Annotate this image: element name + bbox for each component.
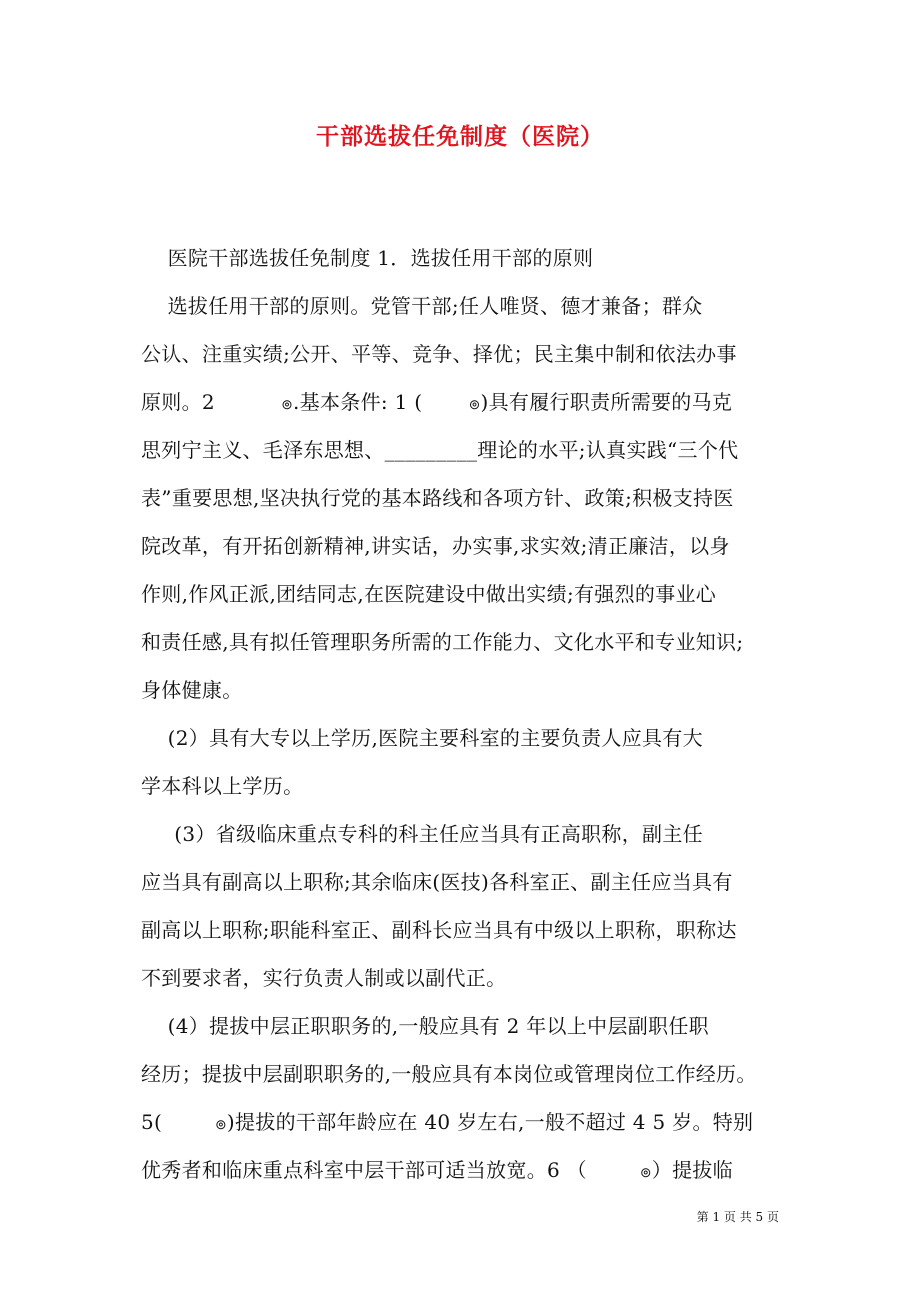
body-line: 原则。2 ၜ.基本条件: 1 ( ၜ)具有履行职责所需要的马克 bbox=[141, 390, 733, 414]
body-line: 5( ၜ)提拔的干部年龄应在 40 岁左右,一般不超过 4 5 岁。特别 bbox=[141, 1110, 754, 1134]
body-line: 医院干部选拔任免制度 1．选拔任用干部的原则 bbox=[141, 246, 594, 270]
body-line: 副高以上职称;职能科室正、副科长应当具有中级以上职称，职称达 bbox=[141, 918, 737, 942]
body-line: 不到要求者，实行负责人制或以副代正。 bbox=[141, 966, 507, 990]
body-line: 表”重要思想,坚决执行党的基本路线和各项方针、政策;积极支持医 bbox=[141, 486, 734, 510]
body-line: 公认、注重实绩;公开、平等、竞争、择优；民主集中制和依法办事 bbox=[141, 342, 737, 366]
body-line: 思列宁主义、毛泽东思想、_________理论的水平;认真实践“三个代 bbox=[141, 438, 739, 462]
body-line: 经历；提拔中层副职职务的,一般应具有本岗位或管理岗位工作经历。 bbox=[141, 1062, 757, 1086]
body-line: 作则,作风正派,团结同志,在医院建设中做出实绩;有强烈的事业心 bbox=[141, 582, 717, 606]
page-number-label: 第 1 页 共 5 页 bbox=[696, 1210, 779, 1224]
page-title: 干部选拔任免制度（医院） bbox=[316, 123, 604, 150]
body-line: 院改革，有开拓创新精神,讲实话，办实事,求实效;清正廉洁，以身 bbox=[141, 534, 730, 558]
body-line: 和责任感,具有拟任管理职务所需的工作能力、文化水平和专业知识; bbox=[141, 630, 744, 654]
body-line: (2）具有大专以上学历,医院主要科室的主要负责人应具有大 bbox=[141, 726, 703, 750]
body-line: 学本科以上学历。 bbox=[141, 774, 304, 798]
body-line: 选拔任用干部的原则。党管干部;任人唯贤、德才兼备；群众 bbox=[141, 294, 703, 318]
body-line: 身体健康。 bbox=[141, 678, 243, 702]
body-line: 优秀者和临床重点科室中层干部可适当放宽。6 （ ၜ）提拔临 bbox=[141, 1158, 733, 1182]
body-line: (4）提拔中层正职职务的,一般应具有 2 年以上中层副职任职 bbox=[141, 1014, 709, 1038]
page-footer bbox=[697, 1208, 779, 1225]
body-line: (3）省级临床重点专科的科主任应当具有正高职称，副主任 bbox=[141, 822, 703, 846]
body-line: 应当具有副高以上职称;其余临床(医技)各科室正、副主任应当具有 bbox=[141, 870, 733, 894]
